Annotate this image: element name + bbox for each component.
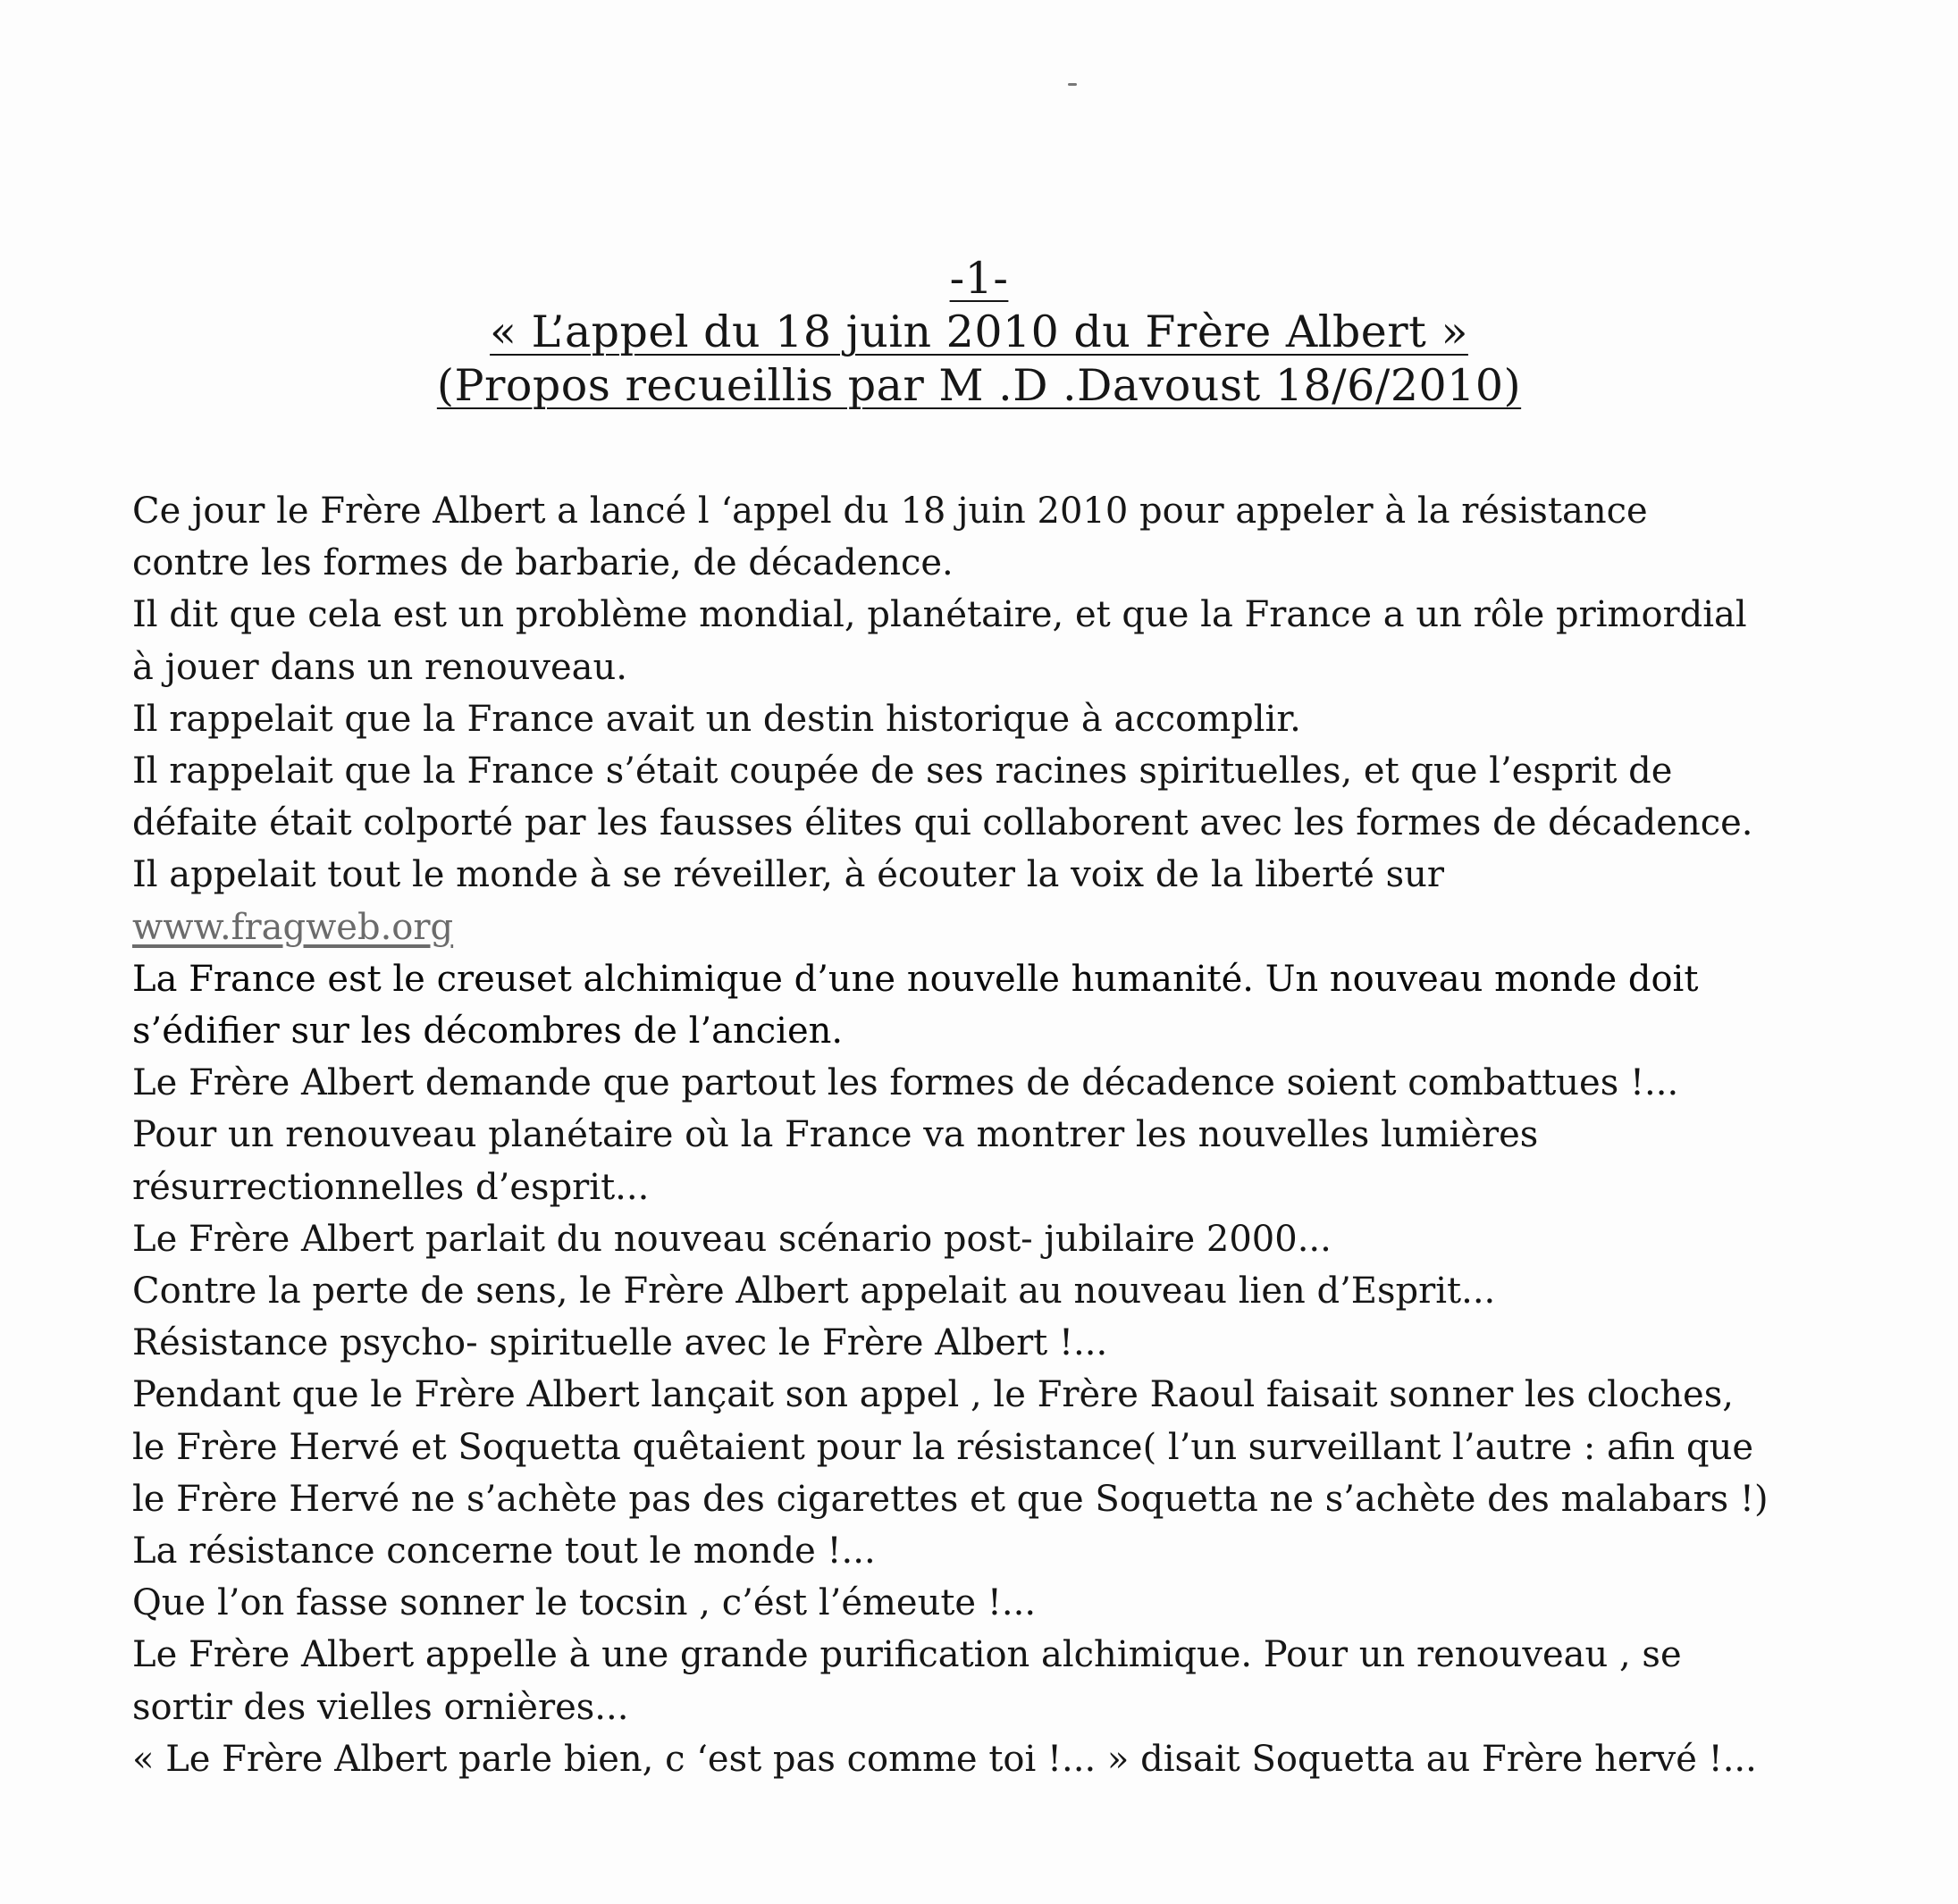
text-line: Le Frère Albert demande que partout les formes de décadence soient combattues !... (132, 1062, 1679, 1104)
text-line: Le Frère Albert appelle à une grande purification alchimique. Pour un renouveau , se (132, 1634, 1682, 1676)
body-text (132, 485, 1830, 1785)
document-header (0, 252, 1958, 413)
scan-speck (1068, 83, 1077, 86)
text-line: La résistance concerne tout le monde !... (132, 1531, 876, 1573)
text-line: Le Frère Albert parlait du nouveau scénario post- jubilaire 2000... (132, 1218, 1332, 1260)
text-line: « Le Frère Albert parle bien, c ‘est pas comme toi !... » disait Soquetta au Frère hervé !... (132, 1738, 1757, 1780)
text-line: Il appelait tout le monde à se réveiller, à écouter la voix de la liberté sur (132, 854, 1445, 896)
text-line: Pendant que le Frère Albert lançait son appel , le Frère Raoul faisait sonner les cloches, (132, 1374, 1734, 1416)
text-line: Ce jour le Frère Albert a lancé l ‘appel du 18 juin 2010 pour appeler à la résistance (132, 491, 1648, 532)
text-line: Résistance psycho- spirituelle avec le Frère Albert !... (132, 1322, 1108, 1364)
page-number: -1- (949, 253, 1009, 304)
document-title: « L’appel du 18 juin 2010 du Frère Albert » (490, 306, 1468, 357)
text-line: contre les formes de barbarie, de décadence. (132, 542, 954, 584)
website-link-text[interactable]: www.fragweb.org (132, 906, 454, 948)
text-line: défaite était colporté par les fausses élites qui collaborent avec les formes de décadence. (132, 802, 1753, 844)
document-subtitle: (Propos recueillis par M .D .Davoust 18/6/2010) (436, 360, 1522, 411)
text-line: Pour un renouveau planétaire où la France va montrer les nouvelles lumières (132, 1114, 1539, 1156)
text-line: Il dit que cela est un problème mondial, planétaire, et que la France a un rôle primordial (132, 594, 1747, 636)
text-line: La France est le creuset alchimique d’une nouvelle humanité. Un nouveau monde doit (132, 958, 1699, 1000)
text-line: le Frère Hervé ne s’achète pas des cigarettes et que Soquetta ne s’achète des malabars !) (132, 1478, 1769, 1520)
text-line: Que l’on fasse sonner le tocsin , c’ést l’émeute !... (132, 1582, 1037, 1624)
text-line: s’édifier sur les décombres de l’ancien. (132, 1011, 844, 1053)
text-line: Il rappelait que la France s’était coupée de ses racines spirituelles, et que l’esprit de (132, 751, 1673, 793)
text-line: Il rappelait que la France avait un destin historique à accomplir. (132, 698, 1301, 740)
text-line: résurrectionnelles d’esprit... (132, 1166, 650, 1208)
text-line: le Frère Hervé et Soquetta quêtaient pour la résistance( l’un surveillant l’autre : afin que (132, 1426, 1754, 1468)
text-line: Contre la perte de sens, le Frère Albert appelait au nouveau lien d’Esprit... (132, 1271, 1496, 1313)
website-link[interactable] (132, 902, 1830, 953)
text-line: sortir des vielles ornières... (132, 1686, 629, 1728)
text-line: à jouer dans un renouveau. (132, 646, 628, 688)
